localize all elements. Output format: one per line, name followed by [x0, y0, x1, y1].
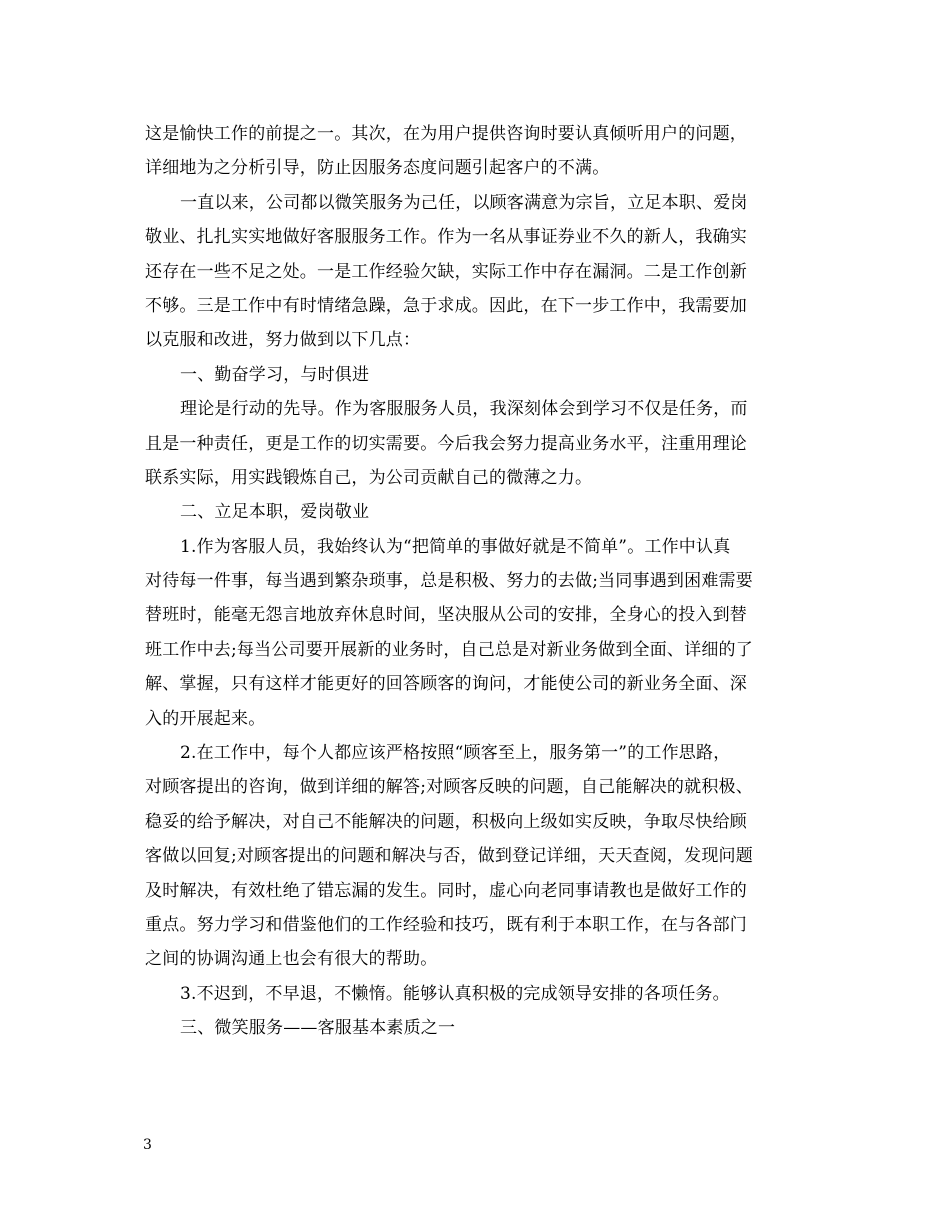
section-heading: 二、立足本职，爱岗敬业 [180, 502, 370, 523]
paragraph-line: 还存在一些不足之处。一是工作经验欠缺，实际工作中存在漏洞。二是工作创新 [145, 261, 747, 282]
paragraph-line: 联系实际，用实践锻炼自己，为公司贡献自己的微薄之力。 [145, 467, 593, 488]
section-heading: 一、勤奋学习，与时俱进 [180, 364, 370, 385]
paragraph-line: 1.作为客服人员，我始终认为“把简单的事做好就是不简单”。工作中认真 [180, 536, 731, 557]
paragraph-line: 2.在工作中，每个人都应该严格按照“顾客至上，服务第一”的工作思路， [180, 743, 731, 764]
paragraph-line: 详细地为之分析引导，防止因服务态度问题引起客户的不满。 [145, 158, 610, 179]
page-number: 3 [143, 1137, 152, 1153]
paragraph-line: 客做以回复;对顾客提出的问题和解决与否，做到登记详细，天天查阅，发现问题 [145, 846, 753, 867]
section-heading: 三、微笑服务——客服基本素质之一 [180, 1018, 456, 1039]
paragraph-line: 解、掌握，只有这样才能更好的回答顾客的询问，才能使公司的新业务全面、深 [145, 674, 747, 695]
paragraph-line: 入的开展起来。 [145, 708, 266, 729]
paragraph-line: 班工作中去;每当公司要开展新的业务时，自己总是对新业务做到全面、详细的了 [145, 639, 753, 660]
paragraph-line: 替班时，能毫无怨言地放弃休息时间，坚决服从公司的安排，全身心的投入到替 [145, 605, 747, 626]
paragraph-line: 对待每一件事，每当遇到繁杂琐事，总是积极、努力的去做;当同事遇到困难需要 [145, 571, 753, 592]
paragraph-line: 这是愉快工作的前提之一。其次，在为用户提供咨询时要认真倾听用户的问题， [145, 124, 747, 144]
paragraph-line: 3.不迟到，不早退，不懒惰。能够认真积极的完成领导安排的各项任务。 [180, 983, 730, 1004]
paragraph-line: 一直以来，公司都以微笑服务为己任，以顾客满意为宗旨，立足本职、爱岗 [180, 192, 748, 213]
paragraph-line: 不够。三是工作中有时情绪急躁，急于求成。因此，在下一步工作中，我需要加 [145, 295, 747, 316]
paragraph-line: 且是一种责任，更是工作的切实需要。今后我会努力提高业务水平，注重用理论 [145, 433, 747, 454]
document-body [145, 117, 805, 1046]
paragraph-line: 及时解决，有效杜绝了错忘漏的发生。同时，虚心向老同事请教也是做好工作的 [145, 880, 747, 901]
paragraph-line: 稳妥的给予解决，对自己不能解决的问题，积极向上级如实反映，争取尽快给顾 [145, 811, 747, 832]
paragraph-line: 对顾客提出的咨询，做到详细的解答;对顾客反映的问题，自己能解决的就积极、 [145, 777, 753, 798]
paragraph-line: 理论是行动的先导。作为客服服务人员，我深刻体会到学习不仅是任务，而 [180, 399, 748, 420]
paragraph-line: 敬业、扎扎实实地做好客服服务工作。作为一名从事证券业不久的新人，我确实 [145, 227, 747, 248]
paragraph-line: 之间的协调沟通上也会有很大的帮助。 [145, 949, 438, 970]
paragraph-line: 重点。努力学习和借鉴他们的工作经验和技巧，既有利于本职工作，在与各部门 [145, 914, 747, 935]
paragraph-line: 以克服和改进，努力做到以下几点： [145, 330, 421, 351]
